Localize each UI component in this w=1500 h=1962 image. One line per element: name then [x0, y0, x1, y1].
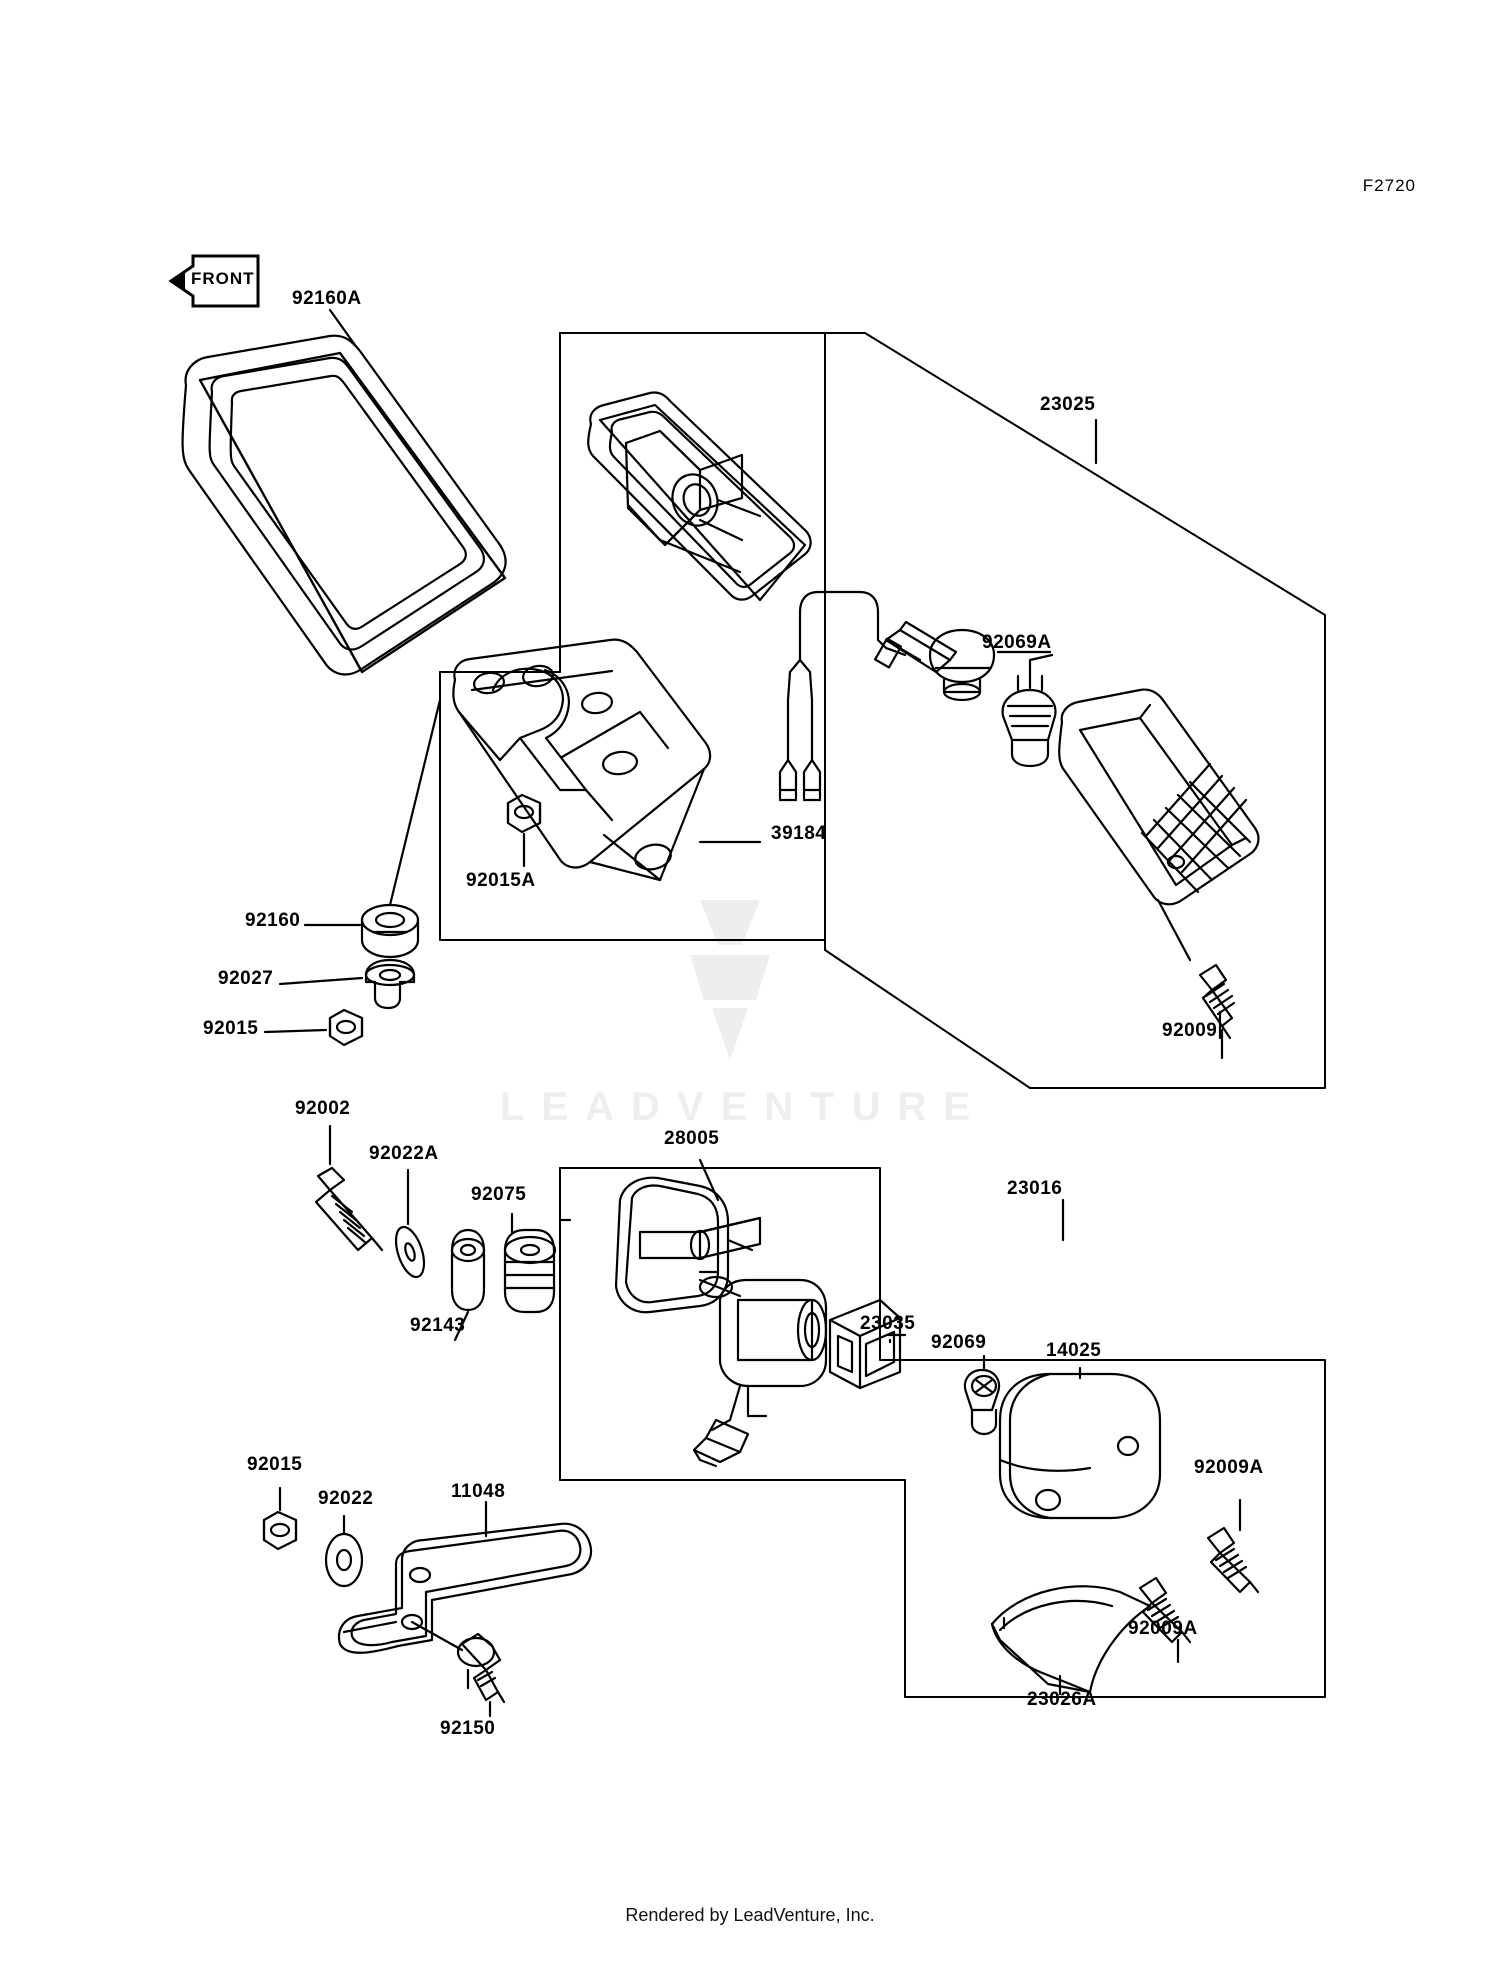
footer-credit: Rendered by LeadVenture, Inc. — [625, 1905, 875, 1925]
callout-92022: 92022 — [318, 1488, 374, 1509]
callout-28005: 28005 — [664, 1128, 720, 1149]
callout-92009A-upper: 92009A — [1194, 1457, 1264, 1478]
sheet-code: F2720 — [1362, 176, 1416, 195]
callout-39184: 39184 — [771, 823, 827, 844]
callout-92160A: 92160A — [292, 288, 362, 309]
callout-92069: 92069 — [931, 1332, 987, 1353]
callout-23035: 23035 — [860, 1313, 916, 1334]
callout-92015: 92015 — [203, 1018, 259, 1039]
callout-92160: 92160 — [245, 910, 301, 931]
callout-92002: 92002 — [295, 1098, 351, 1119]
callout-92069A: 92069A — [982, 632, 1052, 653]
callout-92027: 92027 — [218, 968, 274, 989]
callout-92015-lower: 92015 — [247, 1454, 303, 1475]
callout-92022A: 92022A — [369, 1143, 439, 1164]
callout-92075: 92075 — [471, 1184, 527, 1205]
callout-92009: 92009 — [1162, 1020, 1218, 1041]
callout-92009A-lower: 92009A — [1128, 1618, 1198, 1639]
callout-23025: 23025 — [1040, 394, 1096, 415]
front-badge-label: FRONT — [191, 269, 255, 288]
callout-92143: 92143 — [410, 1315, 466, 1336]
callout-23026A: 23026A — [1027, 1689, 1097, 1710]
callout-92015A: 92015A — [466, 870, 536, 891]
callout-92150: 92150 — [440, 1718, 496, 1739]
callout-23016: 23016 — [1007, 1178, 1063, 1199]
watermark-text: LEADVENTURE — [500, 1085, 988, 1129]
callout-11048: 11048 — [451, 1481, 506, 1502]
callout-14025: 14025 — [1046, 1340, 1102, 1361]
